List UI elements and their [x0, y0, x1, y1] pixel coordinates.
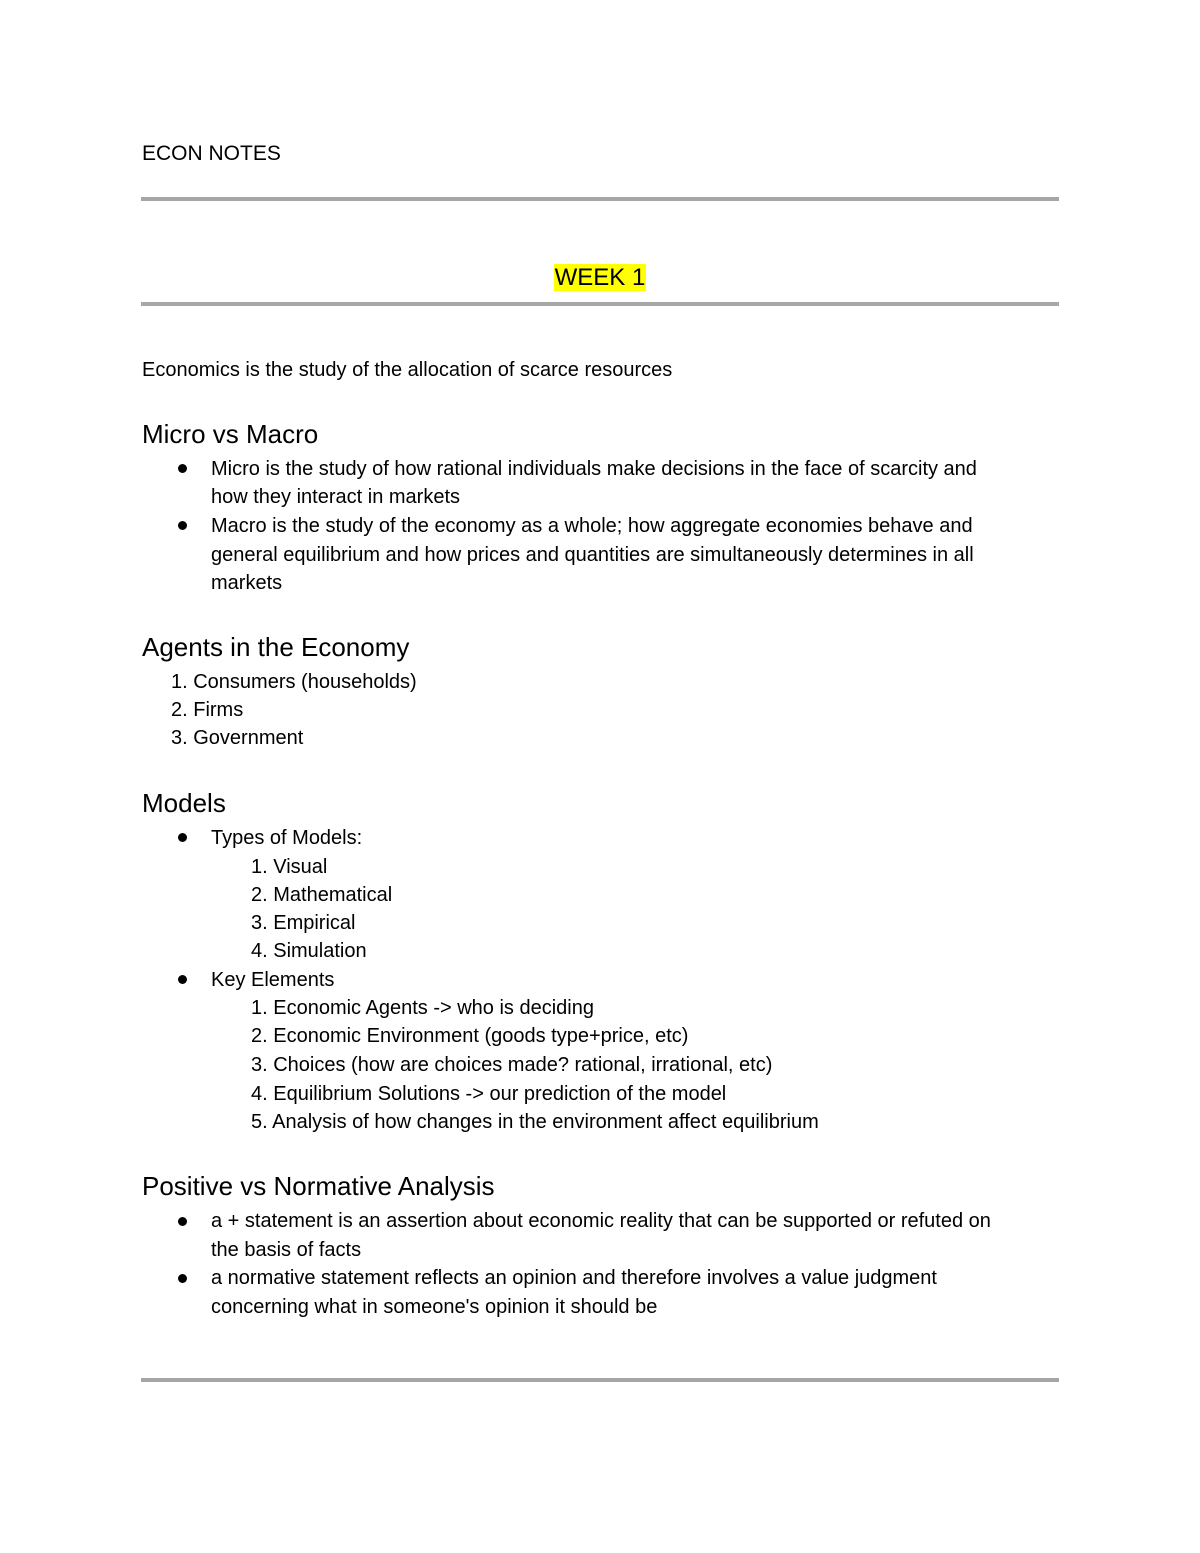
- section-heading-models: Models: [142, 788, 226, 818]
- horizontal-rule: [141, 197, 1059, 201]
- bullet-point: [178, 833, 187, 842]
- bullet-text-line: Types of Models:: [211, 827, 363, 849]
- week-heading: [0, 263, 1200, 293]
- bullet-point: [178, 975, 187, 984]
- bullet-point: [178, 1217, 187, 1226]
- list-item: 1. Economic Agents -> who is deciding: [251, 997, 594, 1019]
- horizontal-rule: [141, 1378, 1059, 1382]
- horizontal-rule: [141, 302, 1059, 306]
- bullet-text-line: a normative statement reflects an opinion and therefore involves a value judgment: [211, 1267, 937, 1289]
- bullet-text-line: concerning what in someone's opinion it should be: [211, 1296, 658, 1318]
- bullet-text-line: Key Elements: [211, 969, 335, 991]
- list-item: 3. Empirical: [251, 912, 356, 934]
- document-title: ECON NOTES: [142, 142, 281, 165]
- bullet-text-line: how they interact in markets: [211, 486, 460, 508]
- section-heading-analysis: Positive vs Normative Analysis: [142, 1171, 495, 1201]
- section-heading-agents: Agents in the Economy: [142, 632, 410, 662]
- bullet-text-line: general equilibrium and how prices and quantities are simultaneously determines in all: [211, 544, 974, 566]
- list-item: 3. Choices (how are choices made? rational, irrational, etc): [251, 1054, 773, 1076]
- bullet-point: [178, 464, 187, 473]
- list-item: 2. Firms: [171, 699, 244, 721]
- bullet-point: [178, 1274, 187, 1283]
- list-item: 3. Government: [171, 727, 304, 749]
- list-item: 2. Economic Environment (goods type+price, etc): [251, 1025, 689, 1047]
- list-item: 1. Consumers (households): [171, 671, 417, 693]
- week-label-highlight: WEEK 1: [554, 264, 646, 291]
- list-item: 5. Analysis of how changes in the environment affect equilibrium: [251, 1111, 819, 1133]
- bullet-text-line: a + statement is an assertion about economic reality that can be supported or refuted on: [211, 1210, 991, 1232]
- intro-text: Economics is the study of the allocation of scarce resources: [142, 359, 673, 381]
- list-item: 4. Simulation: [251, 940, 367, 962]
- bullet-text-line: Macro is the study of the economy as a whole; how aggregate economies behave and: [211, 515, 973, 537]
- bullet-point: [178, 521, 187, 530]
- bullet-text-line: Micro is the study of how rational individuals make decisions in the face of scarcity and: [211, 458, 977, 480]
- list-item: 1. Visual: [251, 856, 328, 878]
- bullet-text-line: the basis of facts: [211, 1239, 362, 1261]
- bullet-text-line: markets: [211, 572, 283, 594]
- section-heading-micro-macro: Micro vs Macro: [142, 419, 319, 449]
- list-item: 4. Equilibrium Solutions -> our prediction of the model: [251, 1083, 727, 1105]
- list-item: 2. Mathematical: [251, 884, 393, 906]
